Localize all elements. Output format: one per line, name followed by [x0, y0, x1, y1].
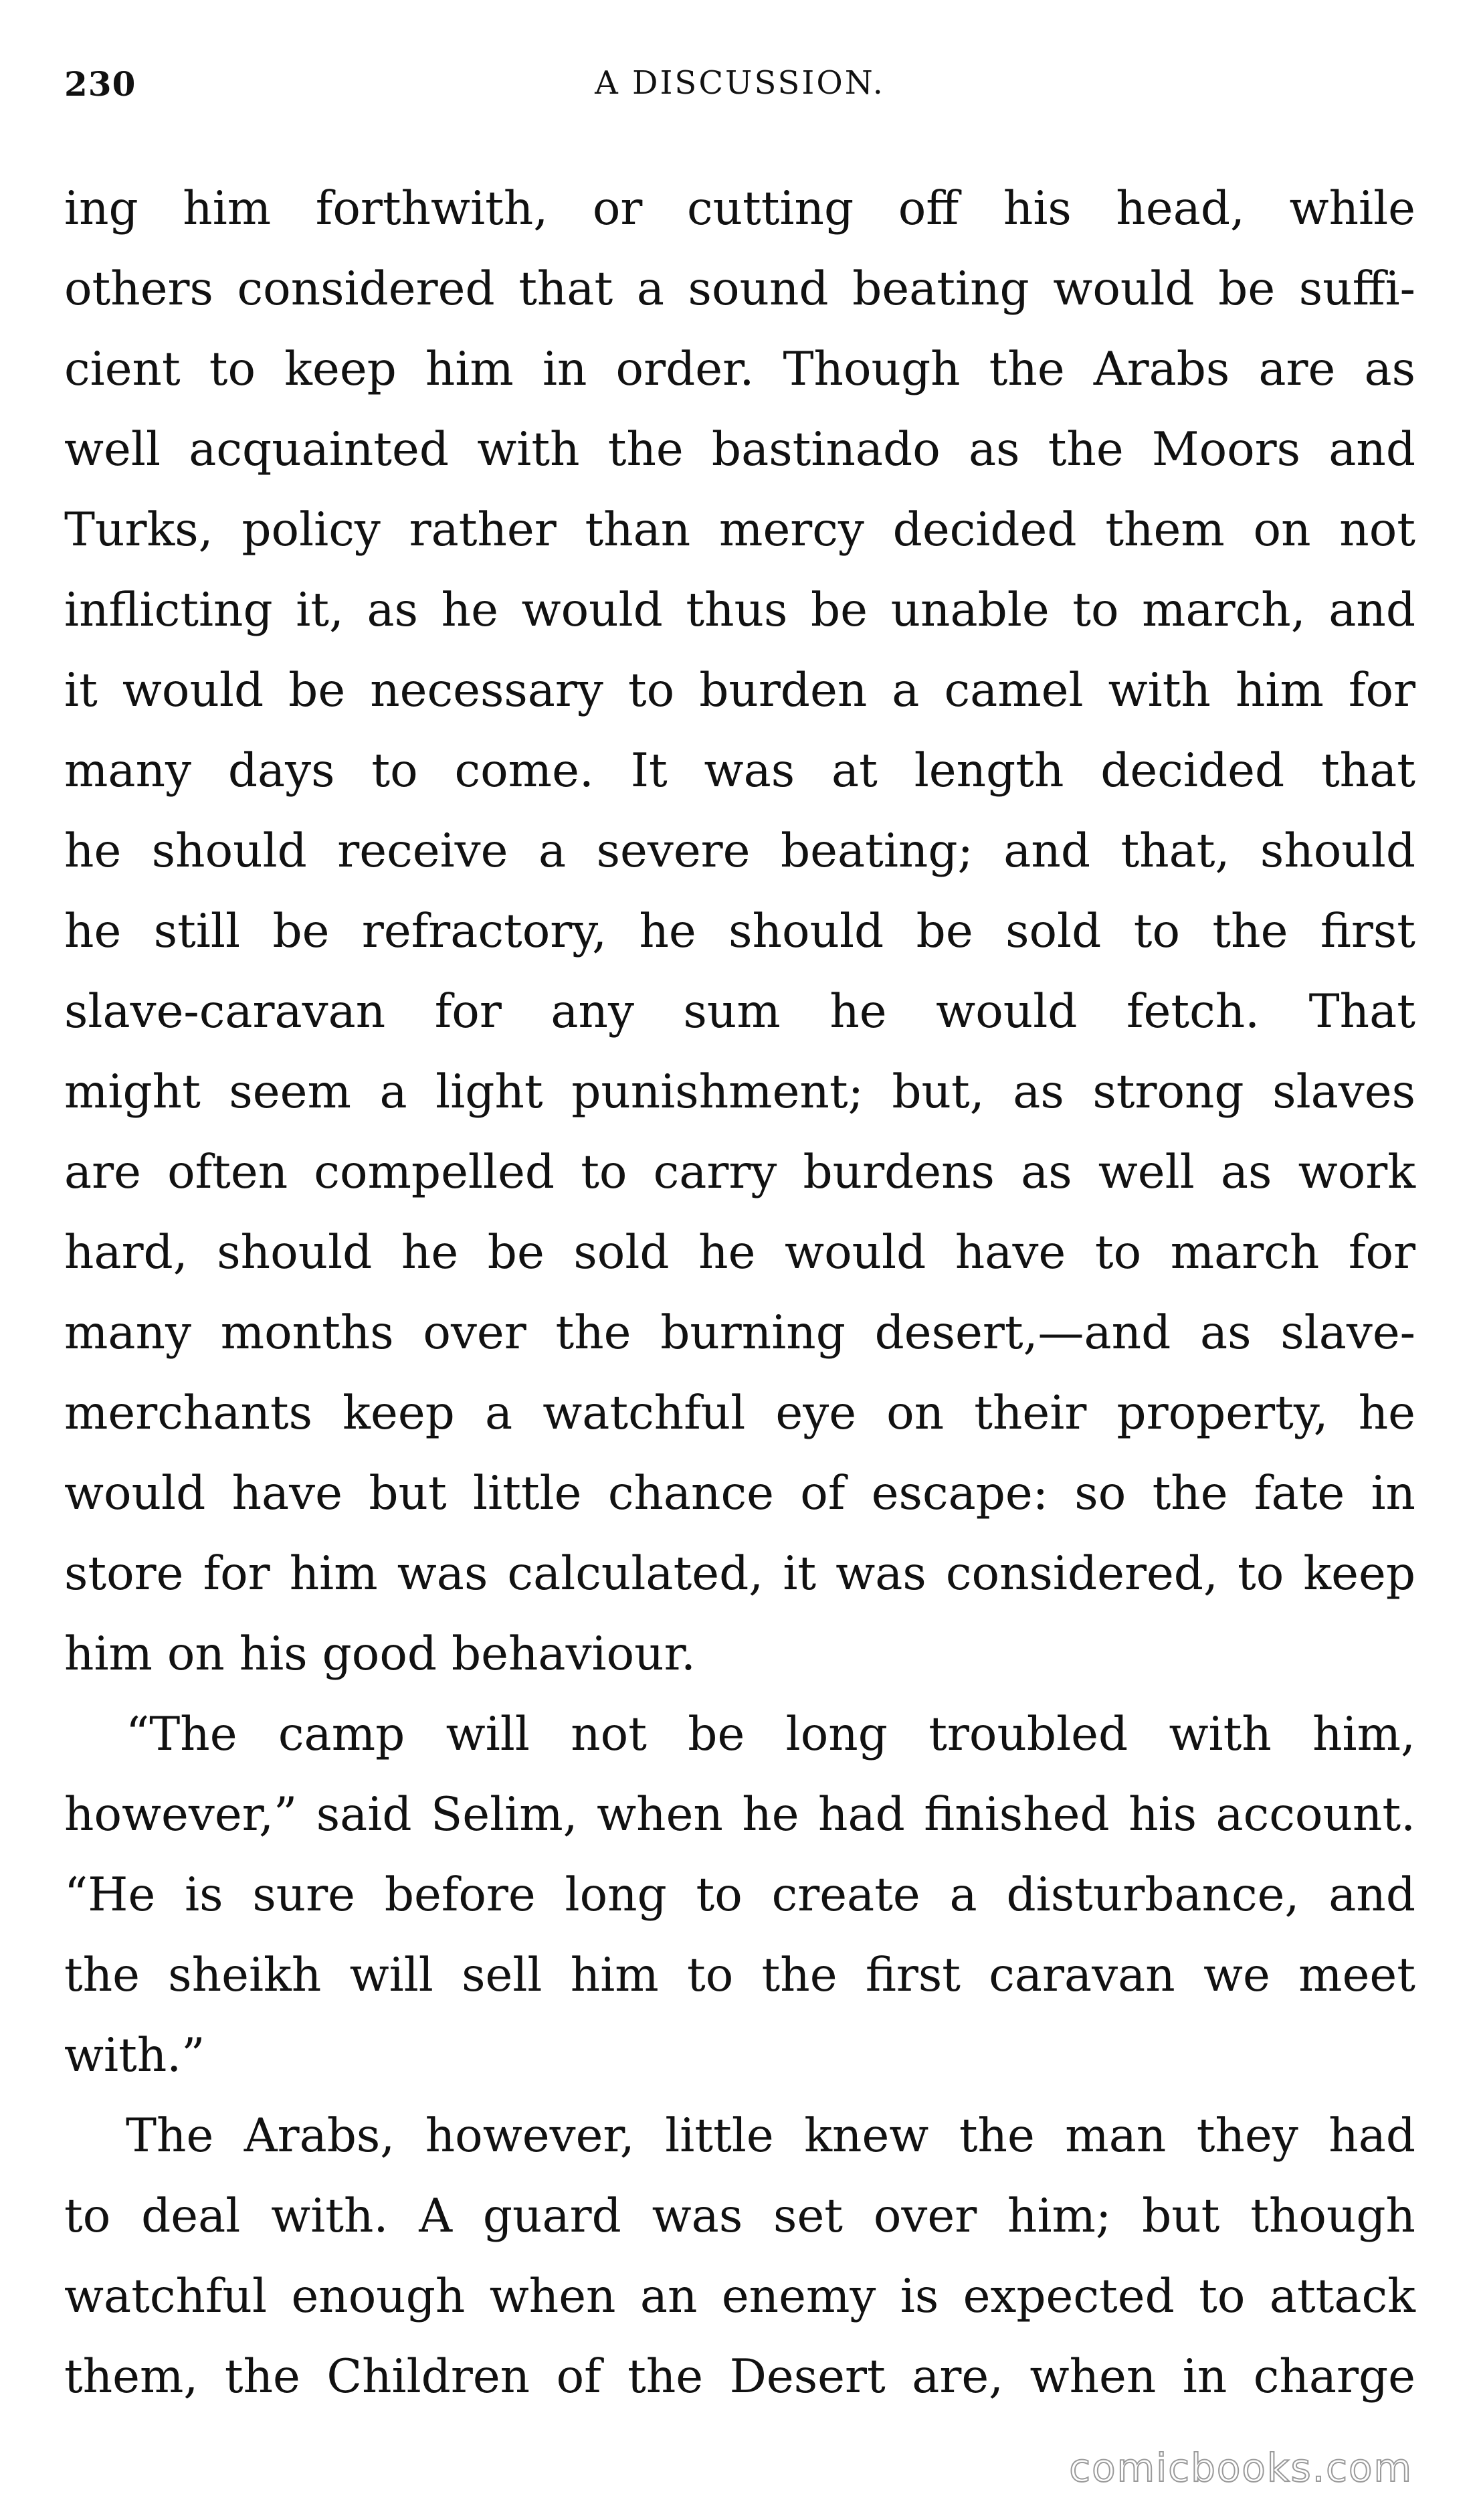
- text-line: him on his good behaviour.: [64, 1627, 696, 1681]
- text-line: “He is sure before long to create a disturbance, and: [64, 1868, 1415, 1922]
- text-line: Turks, policy rather than mercy decided them on not: [64, 503, 1415, 557]
- text-line: with.”: [64, 2029, 205, 2082]
- paragraph-2: [64, 1694, 1415, 2096]
- page-number: 230: [64, 64, 136, 104]
- text-line: watchful enough when an enemy is expected to attack: [64, 2270, 1415, 2323]
- text-line: ing him forthwith, or cutting off his head, while: [64, 182, 1415, 236]
- text-line: cient to keep him in order. Though the Arabs are as: [64, 343, 1415, 396]
- text-line: he should receive a severe beating; and that, should: [64, 824, 1415, 878]
- text-line: are often compelled to carry burdens as well as work: [64, 1146, 1415, 1199]
- text-line: “The camp will not be long troubled with him,: [126, 1708, 1415, 1761]
- paragraph-3: [64, 2096, 1415, 2417]
- watermark-logo: comicbooks.com: [1069, 2445, 1413, 2491]
- text-line: it would be necessary to burden a camel with him for: [64, 664, 1415, 717]
- text-line: inflicting it, as he would thus be unable to march, and: [64, 583, 1415, 637]
- text-line: would have but little chance of escape: so the fate in: [64, 1467, 1415, 1520]
- paragraph-1: [64, 169, 1415, 1694]
- text-line: hard, should he be sold he would have to march for: [64, 1226, 1415, 1279]
- running-title: A DISCUSSION.: [595, 64, 885, 102]
- text-line: might seem a light punishment; but, as strong slaves: [64, 1065, 1415, 1119]
- text-line: many months over the burning desert,—and as slave-: [64, 1306, 1415, 1360]
- text-line: he still be refractory, he should be sold to the first: [64, 905, 1415, 958]
- text-line: many days to come. It was at length decided that: [64, 744, 1415, 798]
- body-text: [64, 169, 1415, 2417]
- text-line: to deal with. A guard was set over him; but though: [64, 2189, 1415, 2243]
- text-line: however,” said Selim, when he had finished his account.: [64, 1788, 1415, 1841]
- text-line: merchants keep a watchful eye on their property, he: [64, 1386, 1415, 1440]
- text-line: The Arabs, however, little knew the man they had: [126, 2109, 1415, 2163]
- text-line: the sheikh will sell him to the first caravan we meet: [64, 1949, 1415, 2002]
- text-line: well acquainted with the bastinado as the Moors and: [64, 423, 1415, 476]
- text-line: them, the Children of the Desert are, when in charge: [64, 2350, 1415, 2404]
- running-head: [64, 64, 1415, 118]
- text-line: others considered that a sound beating would be suffi-: [64, 262, 1415, 316]
- text-line: store for him was calculated, it was considered, to keep: [64, 1547, 1415, 1601]
- text-line: slave-caravan for any sum he would fetch. That: [64, 985, 1415, 1039]
